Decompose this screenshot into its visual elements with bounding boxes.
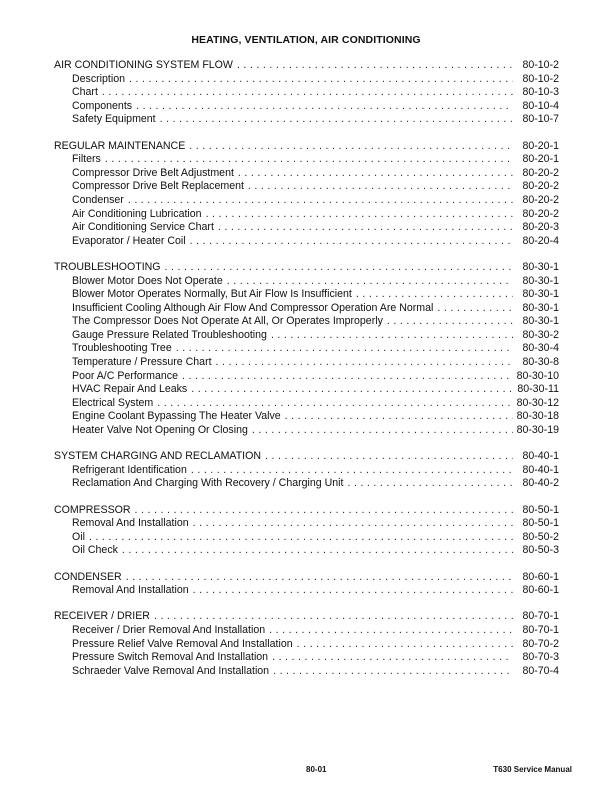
dot-leader	[160, 113, 513, 127]
dot-leader	[238, 167, 513, 181]
toc-section	[54, 504, 559, 558]
toc-entry-page: 80-60-1	[522, 570, 559, 583]
dot-leader	[102, 86, 513, 100]
dot-leader	[218, 221, 513, 235]
toc-entry[interactable]	[54, 638, 559, 652]
dot-leader	[128, 194, 513, 208]
toc-entry-page: 80-20-3	[522, 221, 559, 234]
toc-entry-label: Electrical System	[72, 396, 154, 409]
toc-entry-label: Pressure Relief Valve Removal And Installation	[72, 637, 293, 650]
toc-section-heading[interactable]	[54, 140, 559, 154]
toc-entry-page: 80-10-2	[522, 72, 559, 85]
toc-section-heading[interactable]	[54, 504, 559, 518]
toc-entry[interactable]	[54, 194, 559, 208]
dot-leader	[273, 665, 513, 679]
toc-entry-page: 80-30-1	[522, 288, 559, 301]
toc-entry[interactable]	[54, 73, 559, 87]
dot-leader	[297, 638, 513, 652]
toc-entry-label: Removal And Installation	[72, 584, 189, 597]
toc-entry-label: Blower Motor Operates Normally, But Air Flow Is Insufficient	[72, 288, 352, 301]
toc-entry[interactable]	[54, 356, 559, 370]
toc-entry-label: TROUBLESHOOTING	[54, 260, 161, 273]
toc-entry-label: Troubleshooting Tree	[72, 342, 172, 355]
toc-section	[54, 59, 559, 127]
toc-entry-label: AIR CONDITIONING SYSTEM FLOW	[54, 59, 233, 71]
toc-entry-page: 80-70-4	[522, 664, 559, 677]
toc-entry[interactable]	[54, 383, 559, 397]
toc-entry-label: SYSTEM CHARGING AND RECLAMATION	[54, 450, 261, 463]
dot-leader	[272, 651, 513, 665]
toc-entry-page: 80-30-11	[517, 383, 559, 396]
dot-leader	[191, 383, 513, 397]
toc-section-heading[interactable]	[54, 571, 559, 585]
toc-entry-page: 80-10-7	[522, 113, 559, 126]
toc-entry[interactable]	[54, 113, 559, 127]
toc-entry-label: Air Conditioning Service Chart	[72, 221, 214, 234]
toc-entry[interactable]	[54, 651, 559, 665]
toc-entry[interactable]	[54, 544, 559, 558]
toc-entry[interactable]	[54, 167, 559, 181]
dot-leader	[193, 517, 513, 531]
dot-leader	[356, 288, 513, 302]
dot-leader	[135, 504, 513, 518]
toc-entry-label: Compressor Drive Belt Adjustment	[72, 166, 234, 179]
toc-entry-page: 80-30-1	[522, 301, 559, 314]
dot-leader	[285, 410, 513, 424]
toc-entry-page: 80-20-1	[522, 153, 559, 166]
dot-leader	[248, 180, 513, 194]
toc-entry-page: 80-40-1	[522, 450, 559, 463]
toc-entry-page: 80-40-1	[522, 463, 559, 476]
toc-section	[54, 610, 559, 678]
toc-entry-page: 80-30-1	[522, 260, 559, 273]
toc-entry-label: Oil Check	[72, 544, 118, 557]
toc-entry-label: Receiver / Drier Removal And Installation	[72, 623, 266, 636]
toc-entry[interactable]	[54, 86, 559, 100]
toc-entry-label: Schraeder Valve Removal And Installation	[72, 664, 270, 677]
toc-entry[interactable]	[54, 477, 559, 491]
toc-entry-page: 80-30-2	[522, 328, 559, 341]
toc-entry-page: 80-70-1	[522, 623, 559, 636]
dot-leader	[206, 208, 513, 222]
toc-section-heading[interactable]	[54, 450, 559, 464]
toc-entry-label: The Compressor Does Not Operate At All, Or Operates Improperly	[72, 315, 383, 328]
toc-entry-page: 80-30-1	[522, 274, 559, 287]
toc-entry[interactable]	[54, 302, 559, 316]
toc-entry-label: COMPRESSOR	[54, 503, 131, 516]
toc-entry-page: 80-20-2	[522, 207, 559, 220]
dot-leader	[126, 571, 513, 585]
toc-entry-page: 80-20-4	[522, 234, 559, 247]
toc-entry-label: Chart	[72, 86, 98, 99]
dot-leader	[182, 370, 513, 384]
toc-entry-label: Evaporator / Heater Coil	[72, 234, 186, 247]
page-title: HEATING, VENTILATION, AIR CONDITIONING	[191, 34, 421, 46]
toc-entry[interactable]	[54, 424, 559, 438]
toc-entry-page: 80-30-8	[522, 356, 559, 369]
toc-entry-page: 80-20-1	[522, 139, 559, 152]
toc-entry-page: 80-50-3	[522, 544, 559, 557]
toc-entry-label: Poor A/C Performance	[72, 369, 178, 382]
toc-entry[interactable]	[54, 221, 559, 235]
toc-entry[interactable]	[54, 153, 559, 167]
toc-entry-page: 80-70-3	[522, 651, 559, 664]
toc-entry-label: Reclamation And Charging With Recovery / Charging Unit	[72, 477, 344, 490]
toc-entry-page: 80-70-2	[522, 637, 559, 650]
toc-entry-page: 80-10-3	[522, 86, 559, 99]
footer-manual-name: T630 Service Manual	[493, 765, 572, 774]
toc-entry-label: Air Conditioning Lubrication	[72, 207, 202, 220]
toc-entry-label: HVAC Repair And Leaks	[72, 383, 188, 396]
toc-entry-page: 80-20-2	[522, 193, 559, 206]
toc-section	[54, 450, 559, 491]
toc-entry[interactable]	[54, 208, 559, 222]
toc-section	[54, 571, 559, 598]
toc-entry[interactable]	[54, 397, 559, 411]
dot-leader	[176, 342, 513, 356]
dot-leader	[122, 544, 513, 558]
toc-entry-page: 80-30-12	[516, 396, 559, 409]
toc-entry[interactable]	[54, 315, 559, 329]
dot-leader	[387, 315, 513, 329]
dot-leader	[347, 477, 513, 491]
footer-page-number: 80-01	[306, 765, 327, 774]
toc-entry-label: Engine Coolant Bypassing The Heater Valve	[72, 410, 281, 423]
toc-entry[interactable]	[54, 531, 559, 545]
toc-entry[interactable]	[54, 288, 559, 302]
toc-section	[54, 261, 559, 438]
toc-entry[interactable]	[54, 235, 559, 249]
toc-entry-page: 80-30-18	[516, 410, 559, 423]
toc-entry-page: 80-30-19	[516, 424, 559, 437]
dot-leader	[227, 275, 513, 289]
toc-entry[interactable]	[54, 275, 559, 289]
toc-entry-label: Temperature / Pressure Chart	[72, 356, 212, 369]
toc-entry-page: 80-30-10	[516, 369, 559, 382]
toc-entry-label: Pressure Switch Removal And Installation	[72, 651, 269, 664]
toc-entry-label: RECEIVER / DRIER	[54, 610, 150, 623]
toc-entry-label: Condenser	[72, 193, 124, 206]
toc-entry-page: 80-40-2	[522, 477, 559, 490]
toc-entry-label: Safety Equipment	[72, 113, 156, 126]
toc-entry[interactable]	[54, 584, 559, 598]
toc-section-heading[interactable]	[54, 261, 559, 275]
toc-entry-label: REGULAR MAINTENANCE	[54, 139, 186, 152]
dot-leader	[157, 397, 512, 411]
dot-leader	[89, 531, 513, 545]
dot-leader	[237, 59, 513, 73]
toc-entry[interactable]	[54, 517, 559, 531]
dot-leader	[193, 584, 513, 598]
toc-entry-label: Heater Valve Not Opening Or Closing	[72, 424, 248, 437]
toc-entry-label: Filters	[72, 153, 101, 166]
toc-entry[interactable]	[54, 329, 559, 343]
toc-entry-page: 80-20-2	[522, 166, 559, 179]
dot-leader	[271, 329, 513, 343]
dot-leader	[191, 464, 513, 478]
dot-leader	[105, 153, 513, 167]
toc-entry-label: Insufficient Cooling Although Air Flow And Compressor Operation Are Normal	[72, 301, 434, 314]
toc-entry-page: 80-20-2	[522, 180, 559, 193]
toc-section	[54, 140, 559, 249]
toc-entry-page: 80-50-1	[522, 517, 559, 530]
toc-entry-label: Blower Motor Does Not Operate	[72, 274, 223, 287]
toc-entry[interactable]	[54, 370, 559, 384]
toc-entry-page: 80-60-1	[522, 584, 559, 597]
toc-entry[interactable]	[54, 100, 559, 114]
toc-section-heading[interactable]	[54, 59, 559, 73]
toc-entry[interactable]	[54, 342, 559, 356]
toc-entry-label: Oil	[72, 530, 85, 543]
toc-entry[interactable]	[54, 464, 559, 478]
toc-entry-page: 80-70-1	[522, 610, 559, 623]
dot-leader	[129, 73, 513, 87]
toc-entry[interactable]	[54, 180, 559, 194]
dot-leader	[189, 140, 513, 154]
toc-entry-label: CONDENSER	[54, 570, 122, 583]
toc-entry[interactable]	[54, 624, 559, 638]
toc-entry-page: 80-10-2	[522, 59, 559, 71]
table-of-contents	[54, 59, 559, 691]
toc-entry-page: 80-50-2	[522, 530, 559, 543]
toc-entry-page: 80-50-1	[522, 503, 559, 516]
dot-leader	[216, 356, 513, 370]
toc-entry-label: Refrigerant Identification	[72, 463, 187, 476]
toc-entry-page: 80-30-1	[522, 315, 559, 328]
dot-leader	[136, 100, 513, 114]
dot-leader	[265, 450, 513, 464]
dot-leader	[165, 261, 513, 275]
toc-section-heading[interactable]	[54, 610, 559, 624]
toc-entry-page: 80-30-4	[522, 342, 559, 355]
toc-entry-label: Components	[72, 99, 133, 112]
dot-leader	[190, 235, 513, 249]
toc-entry-label: Description	[72, 72, 125, 85]
toc-entry[interactable]	[54, 665, 559, 679]
dot-leader	[437, 302, 513, 316]
toc-entry-page: 80-10-4	[522, 99, 559, 112]
toc-entry-label: Removal And Installation	[72, 517, 189, 530]
dot-leader	[154, 610, 513, 624]
dot-leader	[269, 624, 513, 638]
toc-entry-label: Gauge Pressure Related Troubleshooting	[72, 328, 267, 341]
toc-entry-label: Compressor Drive Belt Replacement	[72, 180, 244, 193]
toc-entry[interactable]	[54, 410, 559, 424]
dot-leader	[252, 424, 513, 438]
